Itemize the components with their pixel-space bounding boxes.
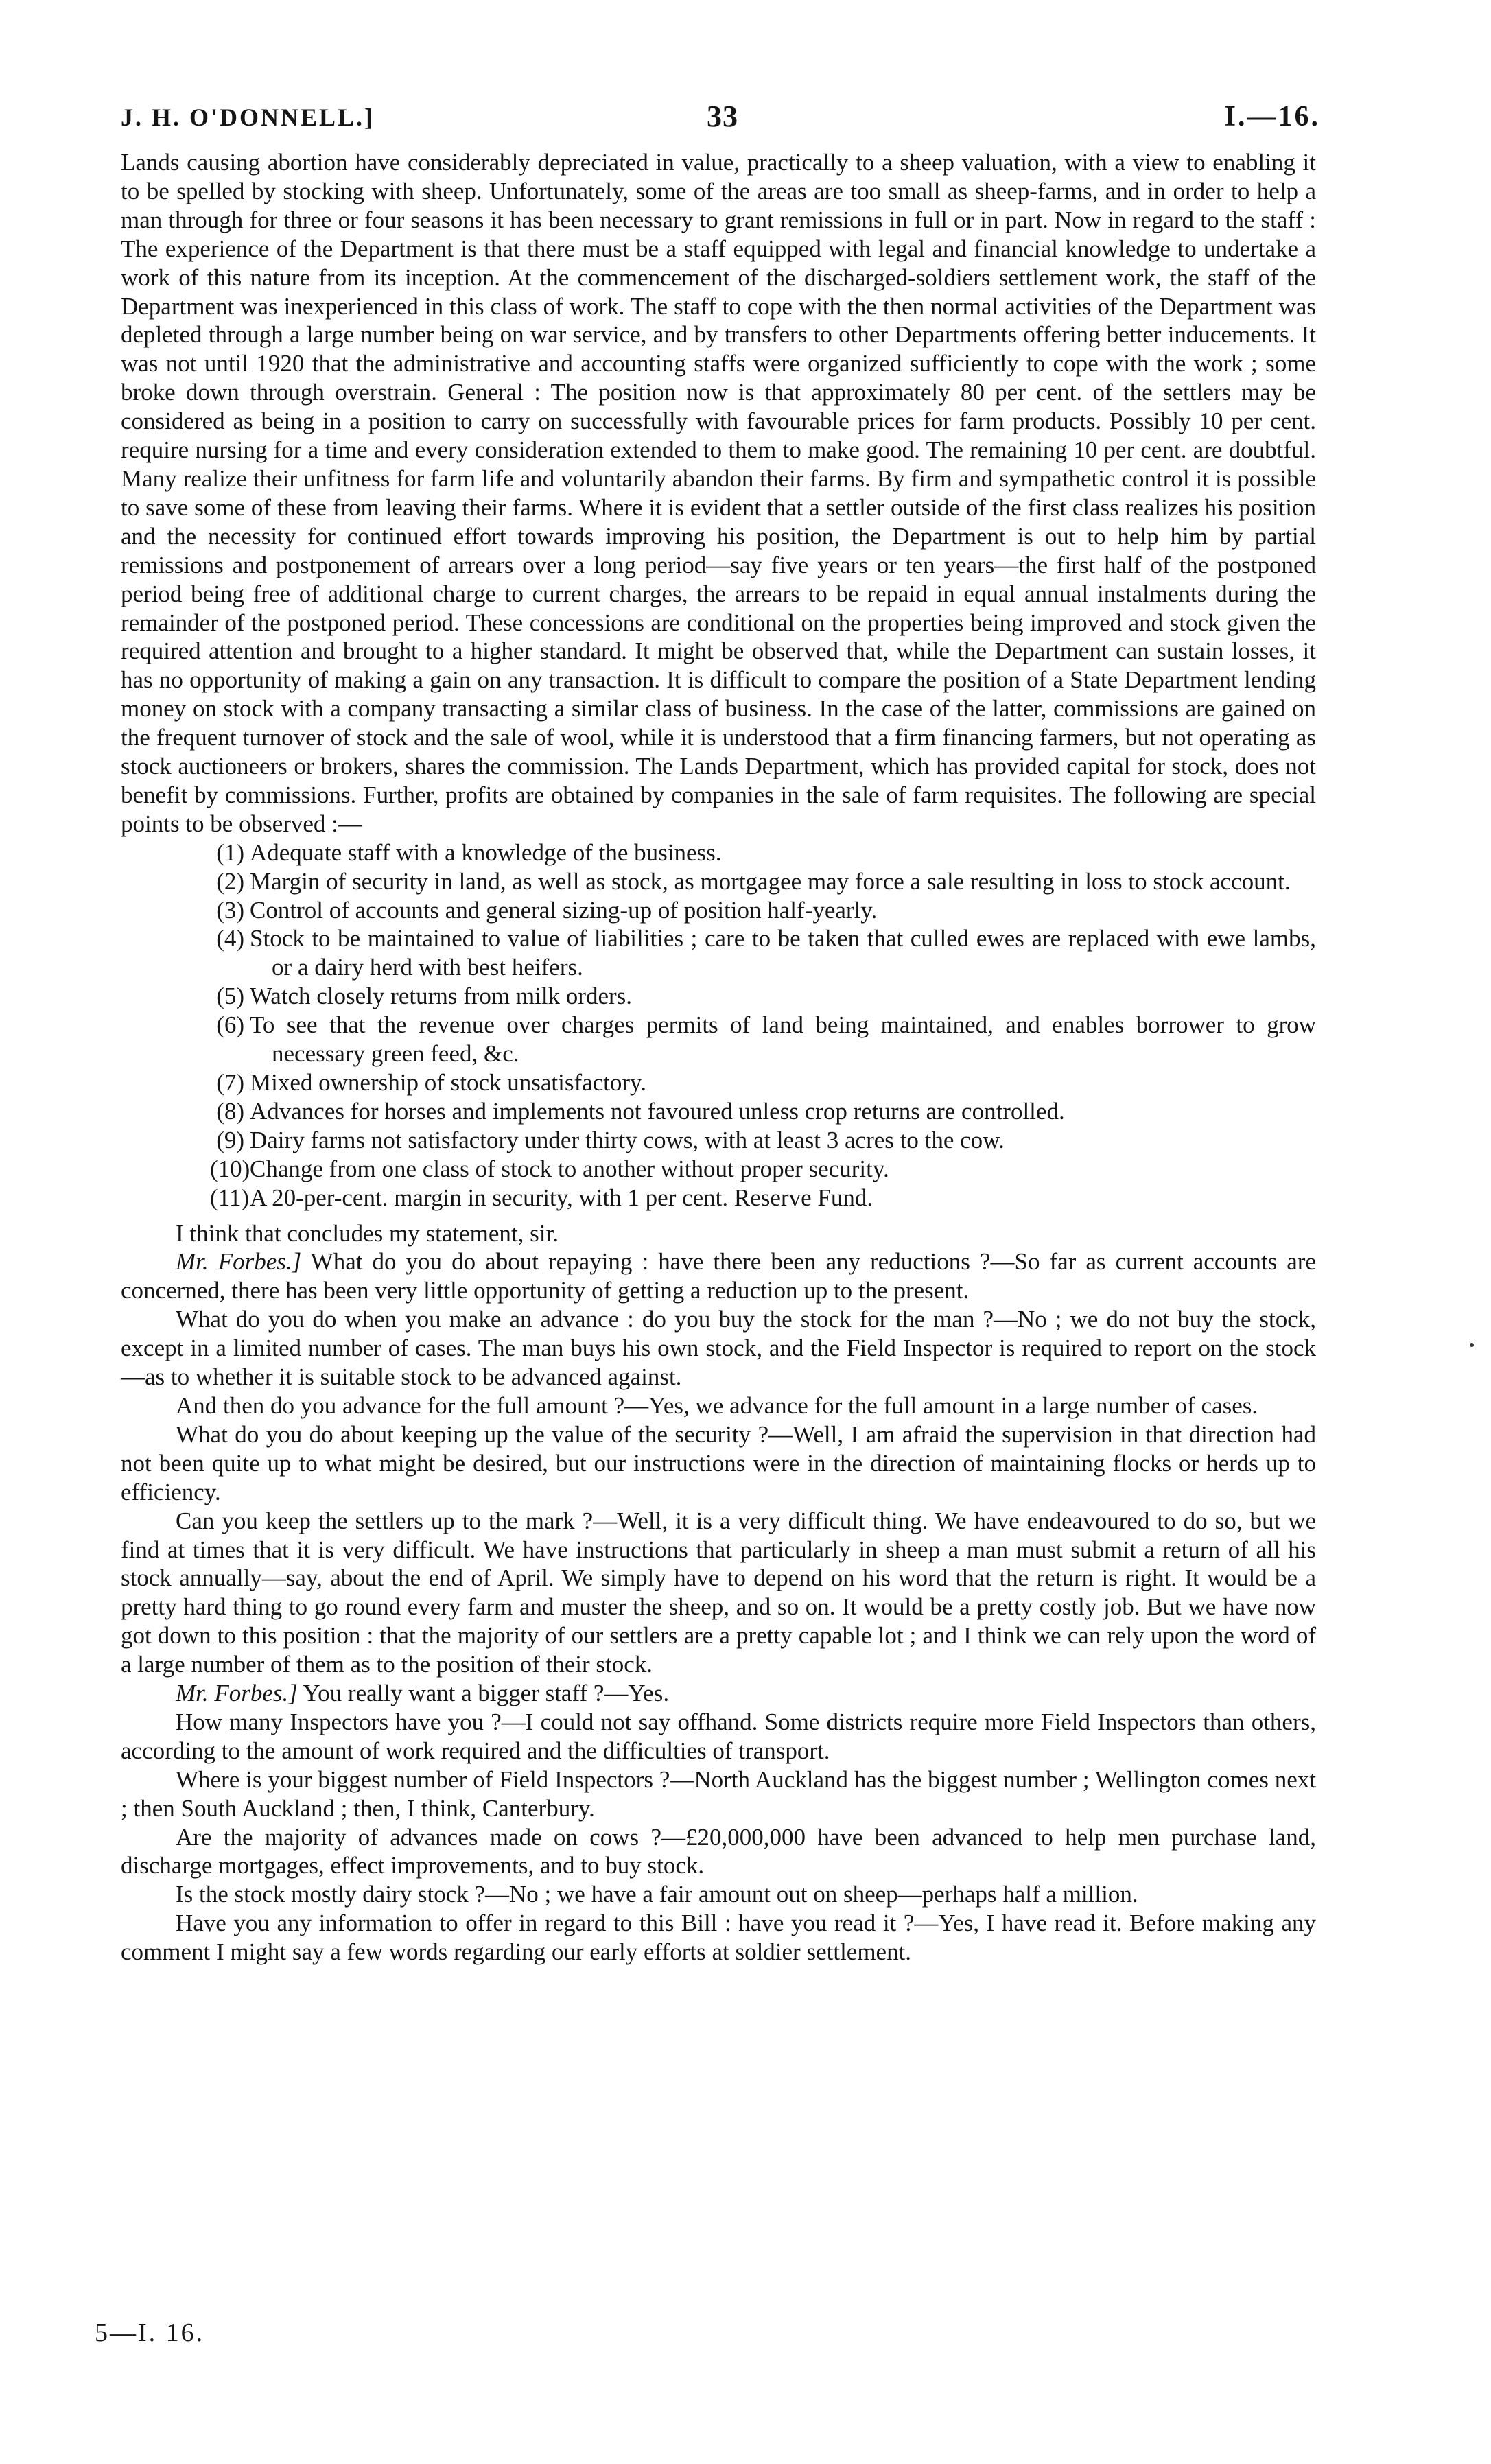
dialogue-paragraph: Have you any information to offer in regard to this Bill : have you read it ?—Yes, I have read it. Before making any comment I might say a few words regarding our early efforts at soldier settlement. [121,1910,1316,1966]
list-item: (8) Advances for horses and implements not favoured unless crop returns are controlled. [216,1097,1065,1125]
header-witness-name: J. H. O'DONNELL.] [121,104,375,131]
list-item: (7) Mixed ownership of stock unsatisfactory. [216,1069,647,1096]
list-item: (4) Stock to be maintained to value of liabilities ; care to be taken that culled ewes are replaced with ewe lambs, or a dairy herd with best heifers. [216,925,1316,981]
dialogue-paragraph: What do you do about keeping up the value of the security ?—Well, I am afraid the supervision in that direction had not been quite up to what might be desired, but our instructions were in the direction of maintaining flocks or herds up to efficiency. [121,1420,1316,1505]
dialogue-paragraph: How many Inspectors have you ?—I could not say offhand. Some districts require more Field Inspectors than others, according to the amount of work required and the difficulties of transport. [121,1708,1316,1764]
dialogue-paragraph: Can you keep the settlers up to the mark ?—Well, it is a very difficult thing. We have endeavoured to do so, but we find at times that it is very difficult. We have instructions that particularly in sheep a man must submit a return of all his stock annually—say, about the end of April. We simply have to depend on his word that the return is right. It would be a pretty hard thing to go round every farm and muster the sheep, and so on. It would be a pretty costly job. But we have now got down to this position : that the majority of our settlers are a pretty capable lot ; and I think we can rely upon the word of a large number of them as to the position of their stock. [121,1507,1316,1678]
dialogue-paragraph: And then do you advance for the full amount ?—Yes, we advance for the full amount in a large number of cases. [176,1392,1258,1419]
margin-speck [1470,1343,1474,1347]
document-body [121,148,1316,1967]
dialogue-paragraph: Is the stock mostly dairy stock ?—No ; we have a fair amount out on sheep—perhaps half a million. [176,1881,1138,1908]
list-item: (5) Watch closely returns from milk orders. [216,983,633,1010]
list-item: (9) Dairy farms not satisfactory under thirty cows, with at least 3 acres to the cow. [216,1126,1005,1153]
list-item: (11)A 20-per-cent. margin in security, with 1 per cent. Reserve Fund. [210,1184,873,1211]
page-footer-signature: 5—I. 16. [95,2319,205,2347]
lead-paragraph: Lands causing abortion have considerably depreciated in value, practically to a sheep valuation, with a view to enabling it to be spelled by stocking with sheep. Unfortunately, some of the areas are too small as sheep-farms, and in order to help a man through for three or four seasons it has been necessary to grant remissions in full or in part. Now in regard to the staff : The experience of the Department is that there must be a staff equipped with legal and financial knowledge to undertake a work of this nature from its inception. At the commencement of the discharged-soldiers settlement work, the staff of the Department was inexperienced in this class of work. The staff to cope with the then normal activities of the Department was depleted through a large number being on war service, and by transfers to other Departments offering better inducements. It was not until 1920 that the administrative and accounting staffs were organized sufficiently to cope with the work ; some broke down through overstrain. General : The position now is that approximately 80 per cent. of the settlers may be considered as being in a position to carry on successfully with favourable prices for farm products. Possibly 10 per cent. require nursing for a time and every consideration extended to them to make good. The remaining 10 per cent. are doubtful. Many realize their unfitness for farm life and voluntarily abandon their farms. By firm and sympathetic control it is possible to save some of these from leaving their farms. Where it is evident that a settler outside of the first class realizes his position and the necessity for continued effort towards improving his position, the Department is out to help him by partial remissions and postponement of arrears over a long period—say five years or ten years—the first half of the postponed period being free of additional charge to current charges, the arrears to be repaid in equal annual instalments during the remainder of the postponed period. These concessions are conditional on the properties being improved and stock given the required attention and brought to a higher standard. It might be observed that, while the Department can sustain losses, it has no opportunity of making a gain on any transaction. It is difficult to compare the position of a State Department lending money on stock with a company transacting a similar class of business. In the case of the latter, commissions are gained on the frequent turnover of stock and the sale of wool, while it is understood that a firm financing farmers, but not operating as stock auctioneers or brokers, shares the commission. The Lands Department, which has provided capital for stock, does not benefit by commissions. Further, profits are obtained by companies in the sale of farm requisites. The following are special points to be observed :— [121,149,1316,837]
list-item: (3) Control of accounts and general sizing-up of position half-yearly. [216,896,878,924]
dialogue-paragraph: Mr. Forbes.] You really want a bigger staff ?—Yes. [176,1680,670,1707]
page-header [121,99,1320,148]
list-item: (6) To see that the revenue over charges permits of land being maintained, and enables borrower to grow necessary green feed, &c. [216,1011,1316,1068]
list-item: (10)Change from one class of stock to another without proper security. [210,1155,889,1182]
dialogue-paragraph: Are the majority of advances made on cows ?—£20,000,000 have been advanced to help men purchase land, discharge mortgages, effect improvements, and to buy stock. [121,1823,1316,1879]
dialogue-paragraph: Mr. Forbes.] What do you do about repaying : have there been any reductions ?—So far as current accounts are concerned, there has been very little opportunity of getting a reduction up to the present. [121,1248,1316,1304]
special-points-list [121,838,1316,1212]
list-item: (1) Adequate staff with a knowledge of the business. [216,838,722,866]
document-reference: I.—16. [1224,101,1320,132]
list-item: (2) Margin of security in land, as well as stock, as mortgagee may force a sale resulting in loss to stock account. [216,867,1291,895]
dialogue-paragraph: What do you do when you make an advance : do you buy the stock for the man ?—No ; we do not buy the stock, except in a limited number of cases. The man buys his own stock, and the Field Inspector is required to report on the stock—as to whether it is suitable stock to be advanced against. [121,1306,1316,1391]
document-page [121,99,1320,1967]
dialogue-paragraph: Where is your biggest number of Field Inspectors ?—North Auckland has the biggest number ; Wellington comes next ; then South Auckland ; then, I think, Canterbury. [121,1765,1316,1822]
page-number: 33 [707,99,738,133]
conclusion-paragraph: I think that concludes my statement, sir. [176,1219,559,1247]
